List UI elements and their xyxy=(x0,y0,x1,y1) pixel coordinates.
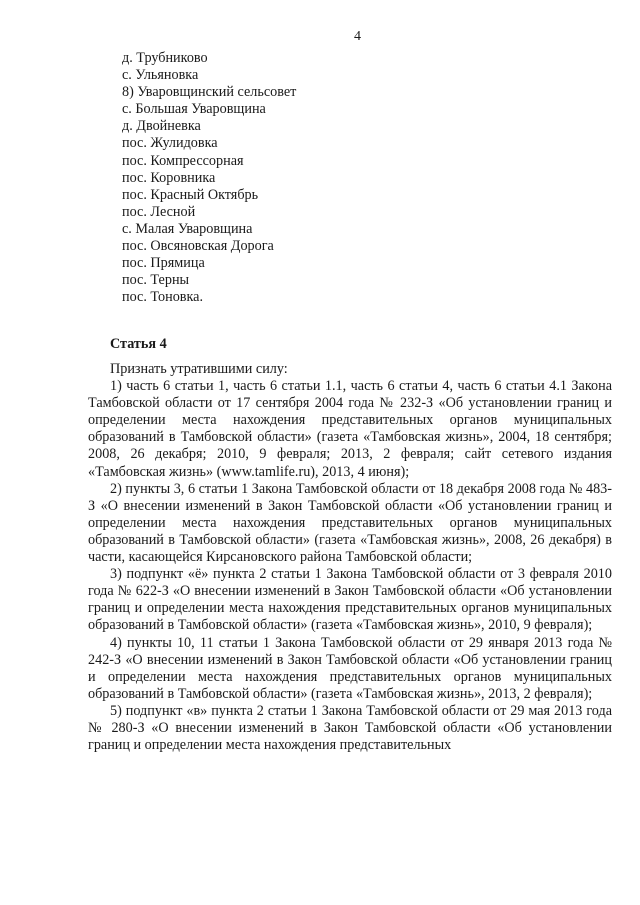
list-item: пос. Тоновка. xyxy=(122,289,204,306)
article-body xyxy=(88,361,612,754)
list-item: с. Ульяновка xyxy=(122,67,199,84)
article-intro: Признать утратившими силу: xyxy=(110,361,288,377)
clause-item: 2) пункты 3, 6 статьи 1 Закона Тамбовской области от 18 декабря 2008 года № 483-З «О внесении изменений в Закон Тамбовской области «Об установлении границ и определении места нахождения представительных органов муниципальных образований в Тамбовской области» (газета «Тамбовская жизнь», 2008, 26 декабря) в части, касающейся Кирсановского района Тамбовской области; xyxy=(88,480,612,566)
list-item: пос. Красный Октябрь xyxy=(122,186,259,203)
list-item: д. Двойневка xyxy=(122,118,201,135)
list-item: пос. Овсяновская Дорога xyxy=(122,238,274,255)
list-item: с. Малая Уваровщина xyxy=(122,220,253,237)
list-item: пос. Терны xyxy=(122,272,190,289)
clause-item: 3) подпункт «ё» пункта 2 статьи 1 Закона Тамбовской области от 3 февраля 2010 года № 622-З «О внесении изменений в Закон Тамбовской области «Об установлении границ и определении места нахождения представительных органов муниципальных образований в Тамбовской области» (газета «Тамбовская жизнь», 2010, 9 февраля); xyxy=(88,566,612,634)
list-item: пос. Прямица xyxy=(122,255,205,272)
list-item: пос. Компрессорная xyxy=(122,152,244,169)
list-item: д. Трубниково xyxy=(122,50,208,66)
list-item: 8) Уваровщинский сельсовет xyxy=(122,84,297,101)
list-item: пос. Жулидовка xyxy=(122,135,218,152)
list-item: пос. Лесной xyxy=(122,203,196,220)
article-heading: Статья 4 xyxy=(110,336,167,352)
clause-item: 5) подпункт «в» пункта 2 статьи 1 Закона Тамбовской области от 29 мая 2013 года № 280-З «О внесении изменений в Закон Тамбовской области «Об установлении границ и определении места нахождения представительных xyxy=(88,702,612,754)
settlement-list xyxy=(122,50,296,306)
clause-item: 1) часть 6 статьи 1, часть 6 статьи 1.1, часть 6 статьи 4, часть 6 статьи 4.1 Закона Тамбовской области от 17 сентября 2004 года № 232-З «Об установлении границ и определении места нахождения представительных органов муниципальных образований в Тамбовской области» (газета «Тамбовская жизнь», 2004, 18 сентября; 2008, 26 декабря; 2010, 9 февраля; 2013, 2 февраля; сайт сетевого издания «Тамбовская жизнь» (www.tamlife.ru), 2013, 4 июня); xyxy=(88,378,612,480)
page-number: 4 xyxy=(354,29,361,44)
list-item: пос. Коровника xyxy=(122,169,216,186)
list-item: с. Большая Уваровщина xyxy=(122,101,266,118)
clause-item: 4) пункты 10, 11 статьи 1 Закона Тамбовской области от 29 января 2013 года № 242-З «О внесении изменений в Закон Тамбовской области «Об установлении границ и определении места нахождения представительных органов муниципальных образований в Тамбовской области» (газета «Тамбовская жизнь», 2013, 2 февраля); xyxy=(88,634,612,702)
